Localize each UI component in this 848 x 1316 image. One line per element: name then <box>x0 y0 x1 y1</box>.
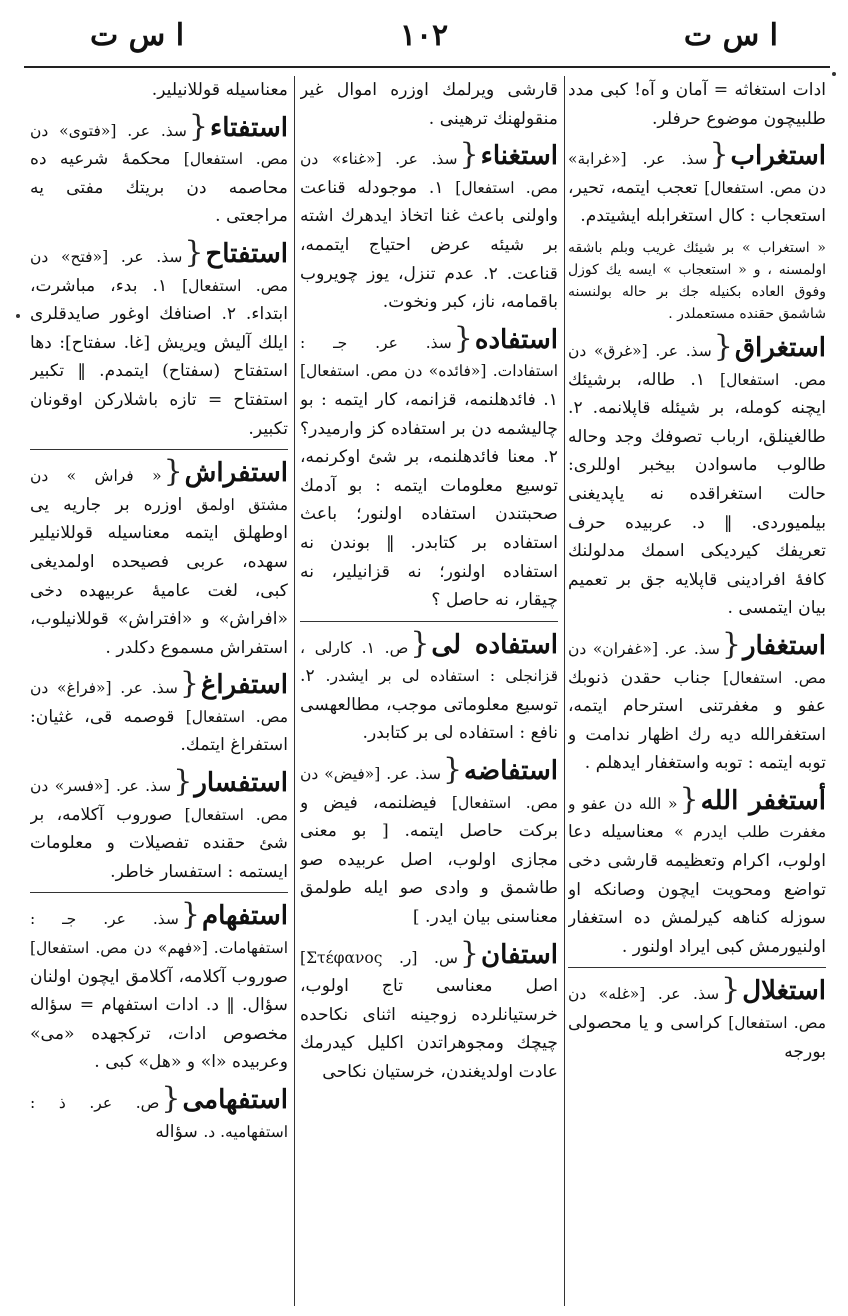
entry-grammar: سذ. عر. [«غفران» دن مص. استفعال] <box>568 639 826 687</box>
entry-grammar: سذ. عر. [«غناء» دن مص. استفعال] <box>300 150 558 197</box>
entry-grammar: سذ. عر. [«فتح» دن مص. استفعال] <box>30 247 288 295</box>
header-left-guide: ا س ت <box>90 18 185 53</box>
dictionary-entry <box>30 108 288 231</box>
brace-glyph: { <box>180 897 200 933</box>
dictionary-entry <box>300 76 558 133</box>
dictionary-entry <box>568 974 826 1066</box>
entry-text: تعجب ايتمه، تحير، استعجاب : كال استغرابله ايشيتدم. <box>568 177 826 227</box>
header-rule <box>24 66 830 68</box>
entry-headword: استفتاء <box>210 112 288 143</box>
entry-headword: استغناء <box>480 141 558 172</box>
entry-grammar: سذ. عر. جـ : استفهامات. [«فهم» دن مص. استفعال] <box>30 910 288 958</box>
dictionary-entry <box>568 328 826 623</box>
entry-headword: استفهامى <box>182 1085 288 1115</box>
entry-grammar: سذ. عر. [«غله» دن مص. استفعال] <box>568 985 826 1033</box>
entry-separator <box>30 892 288 893</box>
entry-headword: استغلال <box>742 976 826 1007</box>
brace-glyph: { <box>184 234 204 270</box>
entry-headword: استغراب <box>730 141 826 172</box>
brace-glyph: { <box>709 137 729 173</box>
entry-text: اوزره بر جاريه يى اوطهلق ايتمه معناسيله قوللانيلير سهده، عربى فصيحده اولمديغى كبى، لغت عاميۀ عربيهده دخى «افراش» و «افتراش» قوللانيلوب، استفراش مسموع دکلدر . <box>30 494 288 658</box>
entry-headword: استفتاح <box>205 238 288 269</box>
entry-grammar: سذ. عر. [«فيض» دن مص. استفعال] <box>300 765 558 812</box>
entry-text: معناسيله دعا اولوب، اكرام وتعظيمه قارشى دخى تواضع ومحويت ايچون وصانكه او سوزله كناهه كيرلمش ده استغفار اولنيورمش كبى ايراد اولنور . <box>568 822 826 957</box>
entry-separator <box>300 621 558 622</box>
entry-headword: استفاضه <box>464 756 558 787</box>
entry-grammar: ص. ١. كارلى ، قزانجلى : استفاده لى بر ايشدر. <box>300 638 558 686</box>
entry-grammar: « فراش » دن مشتق اولمق <box>30 467 288 514</box>
brace-glyph: { <box>161 1081 181 1116</box>
entry-headword: استفان <box>480 939 558 970</box>
dictionary-entry <box>30 1083 288 1146</box>
entry-text: ١. طاله، برشيئك ايچنه كومله، بر شيئله قاپلانمه. ٢. طالغينلق، ارباب تصوفك وجد وحاله طالوب ماسوادن بيخبر اوللرى: حالت استغراقده نه ياپديغنى بيلميوردى. ‖ د. عربيده حرف تعريفك كيرديكى اسمك مدلولنك كافۀ افرادينى قاپلايه جق بر تعميم بيان ايتمسى . <box>568 369 826 619</box>
brace-glyph: { <box>173 764 193 800</box>
dictionary-entry <box>30 766 288 886</box>
entry-grammar: سذ. عر. [«فتوى» دن مص. استفعال] <box>30 121 288 169</box>
entry-text: ٢. توسيع معلوماتى موجب، مطالعهسى نافع : استفاده لى بر كتابدر. <box>300 666 558 744</box>
entry-text: سؤاله <box>155 1121 198 1142</box>
brace-glyph: { <box>721 626 741 662</box>
column-divider <box>564 76 565 1306</box>
brace-glyph: { <box>459 935 479 971</box>
entry-headword: استفهام <box>201 901 288 932</box>
dictionary-entry <box>300 935 558 1087</box>
dictionary-entry <box>30 234 288 443</box>
dictionary-entry <box>568 626 826 778</box>
entry-grammar: سذ. عر. [«غرابة» دن مص. استفعال] <box>568 150 826 197</box>
dictionary-entry <box>300 754 558 932</box>
entry-grammar: سذ. عر. [«فراغ» دن مص. استفعال] <box>30 679 288 726</box>
entry-text: صوروب آكلامه، آكلامق ايچون اولنان سؤال. ‖ د. ادات استفهام = سؤاله مخصوص ادات، تركجهده «مى» وعربيده «ا» و «هل» كبى . <box>30 966 288 1073</box>
entry-text: قارشى ويرلمك اوزره اموال غير منقولهنك ترهينى . <box>300 80 558 129</box>
column-right <box>568 76 826 1306</box>
entry-grammar: « الله دن عفو و مغفرت طلب ايدرم » <box>568 794 826 842</box>
brace-glyph: { <box>442 752 463 788</box>
entry-headword: استفسار <box>194 768 288 799</box>
dictionary-entry <box>300 625 558 748</box>
brace-glyph: { <box>713 328 733 364</box>
entry-text: صوروب آكلامه، بر شئ حقنده تفصيلات و معلومات ايستمه : استفسار خاطر. <box>30 804 288 882</box>
column-left <box>30 76 288 1306</box>
entry-text: ١. موجودله قناعت واولنى باعث غنا اتخاذ ايدهرك اشته بر شيئه عرض احتياج ايتممه، قناعت. ٢. عدم تنزل، يوز چويروب باقمامه، ناز، كبر ونخوت. <box>300 177 558 313</box>
dictionary-entry <box>568 76 826 133</box>
entry-text: جناب حقدن ذنوبك عفو و مغفرتنى استرحام ايتمه، استغفرالله ديه رك اظهار ندامت و توبه ايتمه : توبه واستغفار ايدهلم . <box>568 667 826 774</box>
entry-text: ١. فائدهلنمه، قزانمه، كار ايتمه : بو چاليشمه دن بر استفاده كز وارميدر؟ ٢. معنا فائدهلنمه، بر شئ اوكرنمه، توسيع معلومات ايتمه : بو آدمك صحبتندن استفاده اولنور؛ باعث استفاده بر كتابدر. ‖ بوندن نه استفاده اولنور؛ نه قزانيلير، نه چيقار، نه حاصل ؟ <box>300 389 558 611</box>
brace-glyph: { <box>721 972 741 1008</box>
dictionary-entry <box>568 781 826 962</box>
print-speck <box>16 314 20 318</box>
dictionary-entry <box>568 139 826 231</box>
dictionary-entry <box>300 320 558 615</box>
brace-glyph: { <box>453 320 473 356</box>
brace-glyph: { <box>459 137 479 173</box>
column-divider <box>294 76 295 1306</box>
entry-text: قوصمه قى، غثيان: استفراغ ايتمك. <box>30 706 288 756</box>
entry-headword: استفراش <box>184 458 288 489</box>
dictionary-entry <box>30 456 288 662</box>
entry-text: كراسى و يا محصولى بورجه <box>568 1013 826 1062</box>
entry-text: فيضلنمه، فيض و بركت حاصل ايتمه. [ بو معنى مجازى اولوب، اصل عربيده صو طاشمق و وادى صو ايله طولمق معناسنى بيان ايدر. ] <box>300 792 558 928</box>
brace-glyph: { <box>163 454 183 490</box>
entry-text: ١. بدء، مباشرت، ابتداء. ٢. اصنافك اوغور صايدقلرى ايلك آليش ويريش [غا. سفتاح]: دها استفتاح (سفتاح) ايتمدم. ‖ تكبير استفتاح = تازه باشلارکن اوقونان تکبير. <box>30 275 288 439</box>
entry-text: اصل معناسى تاج اولوب، خرستيانلرده زوجينه اثناى نكاحده چيچك ومجوهراتدن اكليل كيدرمك عادت اولديغندن، خرستيان نكاحى <box>300 976 558 1082</box>
page-number: ١٠٢ <box>399 18 449 53</box>
note-text: « استغراب » بر شيئك غريب وبلم باشقه اولمسنه ، و « استعجاب » ايسه يك كوزل وفوق العاده بكنيله جك بر حاله بولنسنه شاشمق حقنده مستعملدر . <box>568 239 826 322</box>
entry-headword: استفاده لى <box>431 629 558 660</box>
brace-glyph: { <box>188 108 208 144</box>
header-right-guide: ا س ت <box>683 18 778 53</box>
entry-grammar: سذ. عر. [«فسر» دن مص. استفعال] <box>30 777 288 824</box>
entry-headword: استغفار <box>742 630 826 661</box>
entry-grammar: س. [ر. Στέφανος] <box>300 948 458 967</box>
entry-headword: استغراق <box>734 332 826 363</box>
dictionary-entry <box>300 139 558 317</box>
entry-text: معناسيله قوللانيلير. <box>151 80 288 100</box>
brace-glyph: { <box>410 625 430 661</box>
entry-headword: أستغفر الله <box>700 785 826 816</box>
column-middle <box>300 76 558 1306</box>
entry-separator <box>30 449 288 450</box>
entry-grammar: سذ. عر. [«غرق» دن مص. استفعال] <box>568 341 826 389</box>
dictionary-entry <box>30 899 288 1077</box>
page-header <box>0 18 848 68</box>
entry-text: ادات استغاثه = آمان و آه! كبى مدد طلبيچون موضوع حرفلر. <box>568 80 826 129</box>
entry-text: محكمۀ شرعيه ده محاصمه دن بريتك مفتى يه مراجعتى . <box>30 149 288 227</box>
brace-glyph: { <box>179 666 199 702</box>
entry-headword: استفراغ <box>200 670 288 701</box>
dictionary-entry <box>30 668 288 760</box>
entry-grammar: ص. عر. ذ : استفهاميه. د. <box>30 1094 288 1141</box>
usage-note <box>568 237 826 325</box>
dictionary-entry <box>30 76 288 105</box>
print-speck <box>832 72 836 76</box>
entry-grammar: سذ. عر. جـ : استفادات. [«فائده» دن مص. استفعال] <box>300 333 558 381</box>
entry-headword: استفاده <box>474 324 558 355</box>
brace-glyph: { <box>679 781 699 817</box>
entry-separator <box>568 967 826 968</box>
